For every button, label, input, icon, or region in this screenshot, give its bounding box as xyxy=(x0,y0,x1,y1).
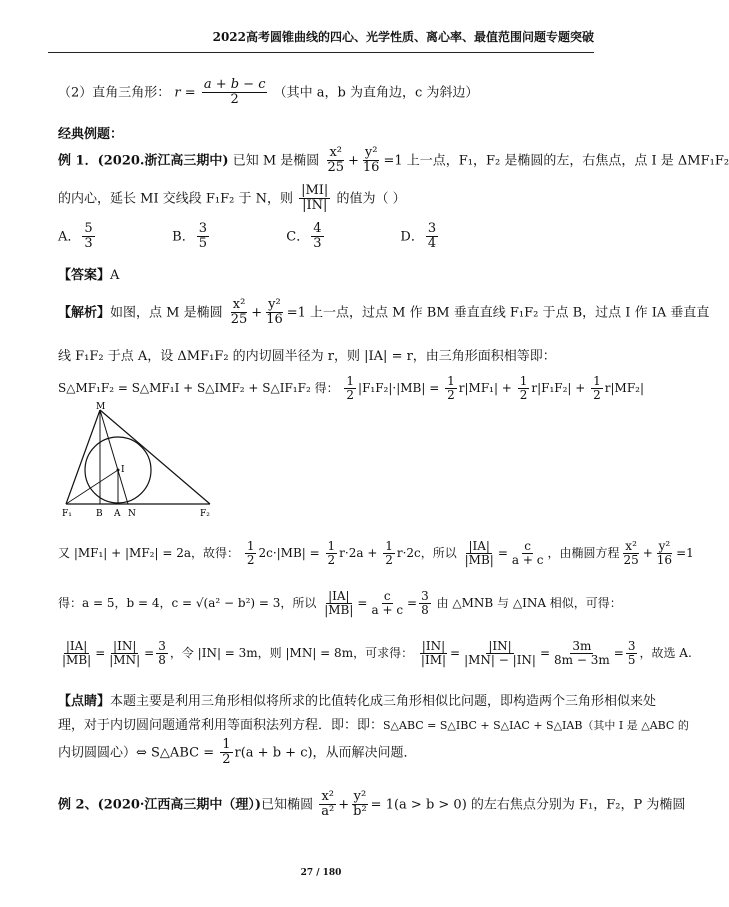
rt-fraction xyxy=(202,78,268,108)
label-a: A xyxy=(114,509,121,519)
option-a-frac xyxy=(82,222,94,252)
half-4 xyxy=(591,375,603,402)
option-b-den: 5 xyxy=(198,236,207,252)
ia-mb-1-den: |MB| xyxy=(464,553,494,568)
comment-text3b: r(a + b + c)，从而解决问题． xyxy=(234,745,417,761)
half-3 xyxy=(518,375,530,402)
analysis-text2: 上一点，过点 M 作 BM 垂直直线 F₁F₂ 于点 B，过点 I 作 IA 垂直直 xyxy=(310,305,710,321)
three-eight-2-den: 8 xyxy=(158,653,166,668)
ex1-d1: 25 xyxy=(327,160,344,176)
half-3-num: 1 xyxy=(519,374,528,388)
ex1-text3: 的内心，延长 MI 交线段 F₁F₂ 于 N，则 xyxy=(58,191,293,207)
ex2-d1: a² xyxy=(321,804,335,820)
three-eight-2-num: 3 xyxy=(158,639,166,653)
half-1 xyxy=(344,375,356,402)
ex1-label: 例 1．(2020.浙江高三期中) xyxy=(58,153,229,169)
line5-start: 得：a = 5，b = 4，c = xyxy=(58,596,193,611)
ex2-d2: b² xyxy=(353,804,367,820)
ex1-text2: 上一点，F₁，F₂ 是椭圆的左，右焦点，点 I 是 ΔMF₁F₂ xyxy=(406,153,729,169)
option-a-den: 3 xyxy=(84,236,93,252)
c-ac-2 xyxy=(369,590,405,617)
half-8-den: 2 xyxy=(222,752,231,768)
option-c-num: 4 xyxy=(313,221,322,236)
c-ac-1-den: a + c xyxy=(511,553,544,568)
answer-label: 【答案】 xyxy=(58,268,111,283)
ex2-ellipse-x xyxy=(319,790,336,820)
comment-line1 xyxy=(58,690,657,709)
option-b-frac xyxy=(197,222,209,252)
line4-d1: 25 xyxy=(623,553,639,568)
label-i: I xyxy=(121,465,125,475)
half-6-den: 2 xyxy=(327,553,336,568)
analysis-ellipse-x xyxy=(229,298,250,328)
in-im-num: |IN| xyxy=(421,639,446,653)
ex2-text2: = 1(a > b > 0) 的左右焦点分别为 F₁，F₂，P 为椭圆 xyxy=(370,797,686,813)
half-1-den: 2 xyxy=(346,388,355,403)
analysis-line6: $\frac{|IA|}{|MB|}$ = $\frac{|IN|}{|MN|}$ = $\frac{3}{8}$ ，令 |IN| = 3m，则 |MN| = 8m，可求得： $\frac{|IN|}{|IM|}$ = $\frac{|IN|}{|MN| - |IN|}$ = $\frac{3m}{8m - 3m}$ = $\frac{3}{5}$ ，故选 A. xyxy=(62,639,692,668)
option-c[interactable] xyxy=(286,222,396,252)
ex1-ratio xyxy=(299,184,330,214)
incircle-figure xyxy=(60,400,216,518)
ex1-d2: 16 xyxy=(362,160,380,176)
three-eight-2 xyxy=(156,640,168,667)
analysis-d2: 16 xyxy=(266,312,283,328)
comment-label: 【点睛】 xyxy=(58,694,111,709)
ex1-text4: 的值为（ ） xyxy=(336,191,406,207)
line5-mid: ，所以 xyxy=(280,596,317,611)
half-7 xyxy=(383,540,395,567)
answer-value: A xyxy=(110,268,120,283)
label-b: B xyxy=(96,509,103,519)
option-b[interactable] xyxy=(172,222,282,252)
ia-mb-1 xyxy=(463,540,496,567)
analysis-label: 【解析】 xyxy=(58,305,111,321)
ia-mb-2-num: |IA| xyxy=(328,589,350,603)
ia-mb-2 xyxy=(322,590,355,617)
ex1-ellipse-y xyxy=(361,146,382,176)
three-five xyxy=(626,640,638,667)
ex2-line: 例 2、(2020·江西高三期中（理）)已知椭圆 $\frac{\text{x²}}{\text{a²}}$ + $\frac{\text{y²}}{\text{b²}}$ = 1(a > b > 0) 的左右焦点分别为 F₁，F₂，P 为椭圆 xyxy=(58,789,686,820)
in-diff xyxy=(462,640,538,667)
option-a-num: 5 xyxy=(84,221,93,236)
line4-term-3: r·2c，所以 xyxy=(396,546,457,561)
rt-label: （2）直角三角形： xyxy=(58,85,171,101)
line4-n2: y² xyxy=(658,539,671,553)
label-f2: F₂ xyxy=(200,509,210,519)
page-header: 2022高考圆锥曲线的四心、光学性质、离心率、最值范围问题专题突破 xyxy=(48,28,594,53)
incenter-point xyxy=(117,469,120,472)
ex2-label: 例 2、(2020·江西高三期中（理）) xyxy=(58,797,262,813)
ex1-line1: 例 1．(2020.浙江高三期中) 已知 M 是椭圆 $\frac{\text{x²}}{25}$ + $\frac{\text{y²}}{16}$ =1 上一点，F₁，F₂ 是椭圆的左，右焦点，点 I 是 ΔMF₁F₂ xyxy=(58,145,729,176)
label-f1: F₁ xyxy=(62,509,72,519)
ex1-n2: y² xyxy=(364,145,378,160)
ia-mb-3-num: |IA| xyxy=(65,639,88,653)
comment-line3 xyxy=(58,738,594,768)
in-mn-den: |MN| xyxy=(109,653,141,668)
option-c-den: 3 xyxy=(313,236,322,252)
rt-note: （其中 a，b 为直角边，c 为斜边） xyxy=(273,85,479,101)
half-4-den: 2 xyxy=(593,388,601,403)
three-m-den: 8m − 3m xyxy=(554,653,610,668)
three-five-den: 5 xyxy=(627,653,636,668)
half-6 xyxy=(326,540,338,567)
option-d-frac xyxy=(426,222,438,252)
ex1-text1: 已知 M 是椭圆 xyxy=(232,153,320,169)
line-f1i xyxy=(66,470,118,504)
ex1-line2 xyxy=(58,184,594,214)
half-1-num: 1 xyxy=(346,374,355,388)
line6-end: ，故选 A. xyxy=(639,646,692,661)
half-5-num: 1 xyxy=(246,539,255,553)
line4-ellipse-x xyxy=(621,540,640,567)
analysis-line2: 线 F₁F₂ 于点 A，设 ΔMF₁F₂ 的内切圆半径为 r，则 |IA| = r，由三角形面积相等即： xyxy=(58,349,556,364)
page-number: 27 / 180 xyxy=(300,868,342,878)
analysis-text1: 如图，点 M 是椭圆 xyxy=(110,305,223,321)
ia-mb-1-num: |IA| xyxy=(468,539,490,553)
line5-end: 由 △MNB 与 △INA 相似，可得： xyxy=(436,596,622,611)
line4-ellipse-y xyxy=(655,540,674,567)
option-c-frac xyxy=(311,222,323,252)
three-five-num: 3 xyxy=(627,639,636,653)
half-6-num: 1 xyxy=(327,539,336,553)
half-2-den: 2 xyxy=(447,388,455,403)
analysis-d1: 25 xyxy=(230,312,248,328)
analysis-eq: =1 xyxy=(286,305,306,321)
ex2-ellipse-y xyxy=(351,790,369,820)
line4-term-4: ，由椭圆方程 xyxy=(547,546,620,561)
c-ac-2-num: c xyxy=(383,589,391,603)
area-term-1: |F₁F₂|·|MB| = xyxy=(358,381,440,396)
line4-end: =1 xyxy=(676,546,694,561)
in-im xyxy=(419,640,448,667)
in-mn-num: |IN| xyxy=(113,639,137,653)
ex1-answer xyxy=(58,264,594,283)
classic-title: 经典例题： xyxy=(58,127,124,142)
ia-mb-2-den: |MB| xyxy=(324,603,354,618)
in-diff-num: |IN| xyxy=(488,639,512,653)
side-mf2 xyxy=(100,410,210,504)
ex1-ratio-den: |IN| xyxy=(302,198,328,214)
label-m: M xyxy=(96,402,106,412)
comment-text2b: S△ABC = S△IBC + S△IAC + S△IAB（其中 I 是 △ABC 的 xyxy=(383,719,689,732)
area-term-4: r|MF₂| xyxy=(604,381,645,396)
rt-num: a + b − c xyxy=(203,77,266,92)
line-mn xyxy=(100,410,128,504)
option-d[interactable] xyxy=(400,222,510,252)
in-mn xyxy=(107,640,142,667)
ex1-eq: =1 xyxy=(383,153,403,169)
three-eight-1-num: 3 xyxy=(421,589,429,603)
half-2 xyxy=(445,375,457,402)
ex2-n1: x² xyxy=(321,789,334,804)
line4-term-1: 2c·|MB| = xyxy=(258,546,320,561)
ex1-n1: x² xyxy=(329,145,342,160)
ia-mb-3 xyxy=(60,640,93,667)
half-8-num: 1 xyxy=(222,737,231,752)
side-f1m xyxy=(66,410,100,504)
line4-d2: 16 xyxy=(656,553,673,568)
area-eq-left: S△MF₁F₂ = S△MF₁I + S△IMF₂ + S△IF₁F₂ 得： xyxy=(58,381,339,396)
option-a[interactable] xyxy=(58,222,168,252)
comment-text1: 本题主要是利用三角形相似将所求的比值转化成三角形相似比问题，即构造两个三角形相似来处 xyxy=(110,694,657,709)
option-d-num: 3 xyxy=(427,221,437,236)
analysis-line1: 【解析】如图，点 M 是椭圆 $\frac{\text{x²}}{25}$ + $\frac{\text{y²}}{16}$ =1 上一点，过点 M 作 BM 垂直直线 F₁F₂ 于点 B，过点 I 作 IA 垂直直 xyxy=(58,297,710,328)
line5-sqrt: √(a² − b²) = 3 xyxy=(195,596,281,611)
analysis-ellipse-y xyxy=(264,298,285,328)
c-ac-1 xyxy=(510,540,546,567)
analysis-n2: y² xyxy=(268,297,281,312)
right-triangle-formula xyxy=(58,78,594,108)
c-ac-2-den: a + c xyxy=(371,603,404,618)
option-a-label: A． xyxy=(58,229,81,245)
in-diff-den: |MN| − |IN| xyxy=(464,653,536,668)
ex1-ellipse-x xyxy=(325,146,346,176)
three-m xyxy=(552,640,612,667)
rt-lhs: r = xyxy=(174,85,196,101)
rt-den: 2 xyxy=(230,92,239,108)
ex1-ratio-num: |MI| xyxy=(301,183,329,198)
label-n: N xyxy=(128,509,136,519)
three-eight-1-den: 8 xyxy=(421,603,429,618)
ex2-n2: y² xyxy=(353,789,367,804)
option-b-num: 3 xyxy=(198,221,207,236)
in-im-den: |IM| xyxy=(420,653,447,668)
half-3-den: 2 xyxy=(519,388,528,403)
comment-text2a: 理，对于内切圆问题通常利用等面积法列方程．即：即： xyxy=(58,718,384,733)
half-2-num: 1 xyxy=(447,374,455,388)
area-term-2: r|MF₁| + xyxy=(458,381,512,396)
line6-mid: ，令 |IN| = 3m，则 |MN| = 8m，可求得： xyxy=(169,646,414,661)
option-d-den: 4 xyxy=(427,236,437,252)
comment-line2 xyxy=(58,714,689,733)
line4-n1: x² xyxy=(625,539,637,553)
half-5-den: 2 xyxy=(246,553,255,568)
ex1-options xyxy=(58,222,594,252)
analysis-line3 xyxy=(58,374,645,403)
comment-text3a: 内切圆圆心）⇔ S△ABC = xyxy=(58,745,215,761)
option-b-label: B． xyxy=(172,229,195,245)
half-8 xyxy=(220,738,232,768)
three-m-num: 3m xyxy=(572,639,592,653)
half-7-num: 1 xyxy=(385,539,393,553)
line4-start: 又 |MF₁| + |MF₂| = 2a，故得： xyxy=(58,546,239,561)
line4-term-2: r·2a + xyxy=(339,546,378,561)
option-c-label: C． xyxy=(286,229,310,245)
half-5 xyxy=(245,540,257,567)
analysis-n1: x² xyxy=(232,297,246,312)
c-ac-1-num: c xyxy=(524,539,532,553)
analysis-line4: 又 |MF₁| + |MF₂| = 2a，故得： $\frac{1}{2}$ 2c·|MB| = $\frac{1}{2}$ r·2a + $\frac{1}{2}$ r·2c，所以 $\frac{|IA|}{|MB|}$ = $\frac{c}{a + c}$ ，由椭圆方程 $\frac{\text{x²}}{25}$ + $\frac{\text{y²}}{16}$ =1 xyxy=(58,539,694,568)
analysis-line5: 得：a = 5，b = 4，c = √(a² − b²) = 3，所以 $\frac{|IA|}{|MB|}$ = $\frac{c}{a + c}$ = $\frac{3}{8}$ 由 △MNB 与 △INA 相似，可得： xyxy=(58,589,622,618)
half-4-num: 1 xyxy=(593,374,601,388)
ia-mb-3-den: |MB| xyxy=(62,653,92,668)
area-term-3: r|F₁F₂| + xyxy=(531,381,586,396)
ex2-text1: 已知椭圆 xyxy=(261,797,314,813)
option-d-label: D． xyxy=(400,229,424,245)
three-eight-1 xyxy=(419,590,431,617)
half-7-den: 2 xyxy=(385,553,393,568)
